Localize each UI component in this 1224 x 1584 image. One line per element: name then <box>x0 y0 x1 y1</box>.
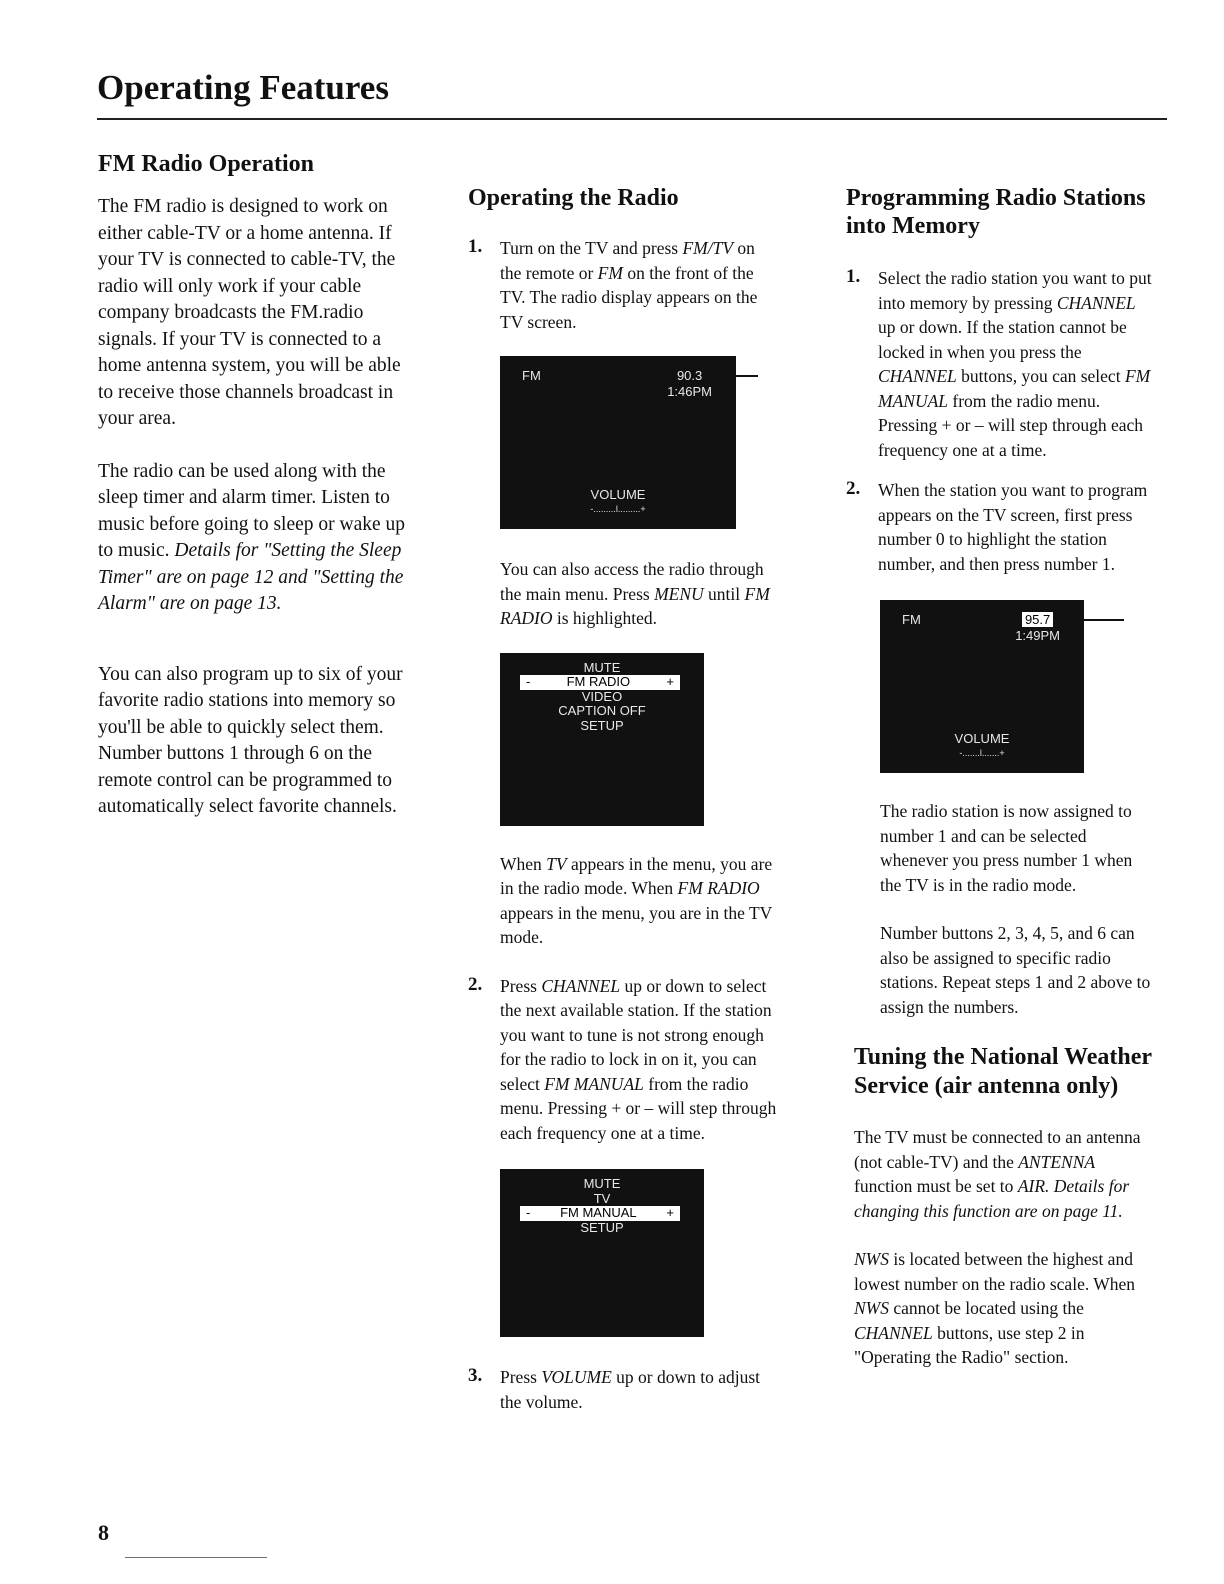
fm-radio-ref: FM RADIO <box>500 583 770 628</box>
step-1 <box>846 266 1156 462</box>
text-run: function must be set to <box>854 1176 1018 1196</box>
plus-sign: + <box>666 674 674 689</box>
step-text <box>500 1365 778 1414</box>
volume-label: VOLUME <box>954 731 1010 746</box>
text-run: Press <box>500 1367 542 1387</box>
fm-radio-operation-heading: FM Radio Operation <box>98 151 314 177</box>
fm-radio-ref: FM RADIO <box>677 878 760 898</box>
step-text: When the station you want to program appears on the TV screen, first press number 0 to highlight the station number, and then press number 1. <box>878 480 1148 574</box>
menu-access-paragraph <box>500 557 778 631</box>
step-2 <box>846 478 1156 576</box>
fm-tv-button-ref: FM/TV <box>682 238 734 258</box>
text-run: until <box>703 583 745 604</box>
text-run: cannot be located using the <box>889 1298 1084 1318</box>
page-number: 8 <box>98 1520 109 1545</box>
timer-text: The radio can be used along with the sleep timer and alarm timer. Listen to music before going to sleep or wake up to music. <box>98 460 406 561</box>
menu-item-label: FM MANUAL <box>560 1205 637 1220</box>
text-run: buttons, you can select <box>956 366 1125 386</box>
text-run: Select the radio station you want to put into memory by pressing <box>878 268 1152 313</box>
step-1 <box>468 236 778 334</box>
menu-list <box>500 1169 704 1235</box>
clock-time: 1:49PM <box>1015 628 1060 643</box>
text-run: appears in the menu, you are in the radio mode. When <box>500 853 773 898</box>
presets-paragraph: You can also program up to six of your favorite radio stations into memory so you'll be able to quickly select them. Number buttons 1 through 6 on the remote control can be programmed to automatically select favorite channels. <box>98 663 403 817</box>
intro-paragraph: The FM radio is designed to work on either cable-TV or a home antenna. If your TV is connected to cable-TV, the radio will only work if your cable company broadcasts the FM.radio signals. If your TV is connected to a home antenna system, you will be able to receive those channels broadcast in your area. <box>98 196 401 429</box>
text-run: appears in the menu, you are in the TV mode. <box>500 902 772 947</box>
menu-item: MUTE <box>583 659 621 675</box>
step-text <box>500 236 778 334</box>
step-number: 1. <box>468 236 483 257</box>
menu-item: TV <box>593 1190 611 1206</box>
menu-item: MUTE <box>583 1176 621 1191</box>
antenna-paragraph <box>854 1125 1156 1223</box>
frequency-readout <box>667 368 712 400</box>
text-run: up or down to select the next available station. If the station you want to tune is not strong enough for the radio to lock in on it, you can select <box>500 975 772 1094</box>
text-run: from the radio menu. Pressing + or – will step through each frequency one at a time. <box>878 390 1144 460</box>
volume-label: VOLUME <box>590 487 646 502</box>
radio-menu-screen <box>500 1169 704 1337</box>
volume-bar: -.......l.......+ <box>959 748 1005 758</box>
tv-ref: TV <box>546 853 567 874</box>
text-run: up or down. If the station cannot be locked in when you press the <box>878 317 1127 362</box>
fm-manual-ref: FM MANUAL <box>878 366 1151 411</box>
radio-display-figure <box>500 356 760 529</box>
operating-radio-heading: Operating the Radio <box>468 185 679 211</box>
footer-line <box>125 1557 267 1558</box>
antenna-ref: ANTENNA <box>1018 1151 1096 1172</box>
step-text <box>878 266 1156 462</box>
step-number: 1. <box>846 266 861 287</box>
fm-button-ref: FM <box>597 262 623 283</box>
menu-item: SETUP <box>580 1219 624 1235</box>
callout-line <box>1084 619 1124 621</box>
menu-button-ref: MENU <box>654 583 704 604</box>
numbers-paragraph: Number buttons 2, 3, 4, 5, and 6 can also be assigned to specific radio stations. Repeat steps 1 and 2 above to assign the numbers. <box>880 923 1151 1017</box>
text-run: Turn on the TV and press <box>500 238 683 258</box>
assigned-paragraph: The radio station is now assigned to number 1 and can be selected whenever you press number 1 when the TV is in the radio mode. <box>880 801 1133 895</box>
page-title: Operating Features <box>97 68 389 107</box>
text-run: The TV must be connected to an antenna (not cable-TV) and the <box>854 1127 1141 1172</box>
operating-radio-column <box>468 184 778 1414</box>
nws-paragraph <box>854 1247 1156 1370</box>
volume-button-ref: VOLUME <box>541 1367 612 1387</box>
frequency-readout <box>1015 612 1060 644</box>
band-label: FM <box>902 612 921 627</box>
volume-indicator <box>880 731 1084 761</box>
menu-list <box>500 653 704 734</box>
radio-display-screen <box>500 356 736 529</box>
minus-sign: - <box>526 1205 531 1220</box>
weather-service-heading: Tuning the National Weather Service (air antenna only) <box>854 1044 1152 1099</box>
text-run: You can also access the radio through the main menu. Press <box>500 559 764 604</box>
step-number: 3. <box>468 1365 483 1386</box>
step-text <box>500 974 778 1146</box>
timer-reference: Details for "Setting the Sleep Timer" are on page 12 and "Setting the Alarm" are on page 13. <box>98 540 404 614</box>
channel-button-ref: CHANNEL <box>541 975 621 996</box>
text-run: is highlighted. <box>552 608 657 628</box>
fm-manual-ref: FM MANUAL <box>544 1073 644 1094</box>
mode-paragraph <box>500 852 778 950</box>
clock-time: 1:46PM <box>667 384 712 399</box>
volume-indicator <box>500 487 736 517</box>
text-run: Press <box>500 975 542 996</box>
programming-heading: Programming Radio Stations into Memory <box>846 185 1146 239</box>
step-2 <box>468 974 778 1146</box>
step-number: 2. <box>468 973 483 995</box>
callout-line <box>736 375 758 377</box>
band-label: FM <box>522 368 541 383</box>
nws-ref: NWS <box>854 1249 889 1269</box>
stored-station-screen <box>880 600 1084 773</box>
channel-button-ref: CHANNEL <box>1056 292 1136 313</box>
plus-sign: + <box>666 1205 674 1220</box>
text-run: When <box>500 853 547 874</box>
volume-bar: -.........l.........+ <box>590 504 646 514</box>
channel-button-ref: CHANNEL <box>854 1322 933 1343</box>
minus-sign: - <box>526 674 531 689</box>
text-run: on the remote or <box>500 238 755 283</box>
menu-item: VIDEO <box>581 688 623 704</box>
step-3 <box>468 1365 778 1414</box>
menu-item-label: FM RADIO <box>566 674 631 689</box>
menu-item-highlighted <box>520 1206 680 1221</box>
frequency-value <box>1015 612 1060 628</box>
title-rule <box>97 118 1167 120</box>
frequency-highlight: 95.7 <box>1022 612 1053 627</box>
text-run: buttons, use step 2 in "Operating the Radio" section. <box>854 1322 1085 1367</box>
nws-ref: NWS <box>854 1298 889 1318</box>
step-number: 2. <box>846 478 861 499</box>
text-run: from the radio menu. Pressing + or – will step through each frequency one at a time. <box>500 1073 777 1143</box>
programming-column <box>846 184 1156 1370</box>
main-menu-screen <box>500 653 704 826</box>
menu-item: SETUP <box>580 717 624 733</box>
menu-item: CAPTION OFF <box>558 703 646 718</box>
text-run: on the front of the TV. The radio display appears on the TV screen. <box>500 262 758 332</box>
text-run: up or down to adjust the volume. <box>500 1367 761 1412</box>
menu-item-highlighted <box>520 675 680 690</box>
fm-radio-operation-column <box>98 150 418 821</box>
timer-paragraph <box>98 459 418 618</box>
channel-button-ref: CHANNEL <box>878 366 957 386</box>
air-ref: AIR. <box>1017 1176 1050 1196</box>
text-run: is located between the highest and lowest number on the radio scale. When <box>854 1249 1136 1294</box>
antenna-details-ref: Details for changing this function are on page 11. <box>854 1176 1130 1221</box>
frequency-value: 90.3 <box>676 368 703 383</box>
stored-station-figure <box>880 600 1130 773</box>
